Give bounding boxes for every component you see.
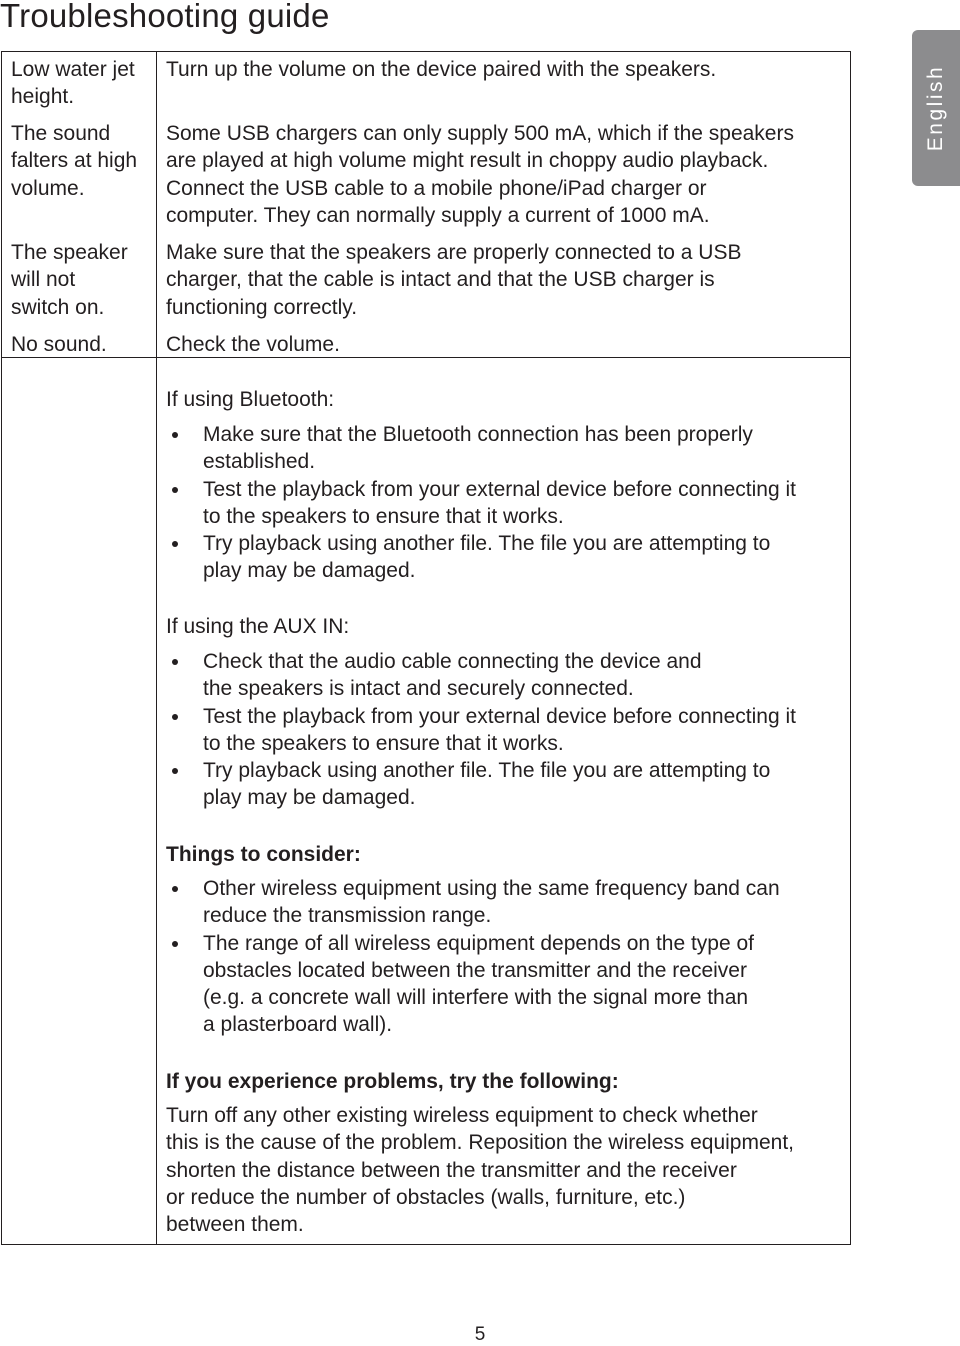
page-number: 5 xyxy=(474,1324,486,1345)
list-item-line: to the speakers to ensure that it works. xyxy=(203,504,564,528)
problem-cell xyxy=(11,56,135,111)
list-item-line: the speakers is intact and securely connected. xyxy=(203,677,634,701)
list-item-line: Make sure that the Bluetooth connection has been properly xyxy=(203,423,753,446)
list-item-line: The range of all wireless equipment depends on the type of xyxy=(203,931,755,955)
solution-line: functioning correctly. xyxy=(166,295,358,319)
considerations-heading: Things to consider: xyxy=(166,843,361,866)
paragraph-line: shorten the distance between the transmitter and the receiver xyxy=(166,1158,737,1182)
solution-line: charger, that the cable is intact and that the USB charger is xyxy=(166,268,715,292)
problem-line: No sound. xyxy=(11,333,107,356)
problem-line: The sound xyxy=(11,122,111,145)
problem-line: The speaker xyxy=(11,241,128,264)
list-item-line: a plasterboard wall). xyxy=(203,1013,393,1037)
problem-line: volume. xyxy=(11,176,85,200)
aux-list xyxy=(166,648,796,812)
problem-cell xyxy=(11,239,128,321)
list-item xyxy=(166,530,796,585)
list-item xyxy=(166,648,796,703)
list-item xyxy=(166,476,796,531)
list-item xyxy=(166,930,780,1039)
problem-line: height. xyxy=(11,85,75,109)
list-item-line: play may be damaged. xyxy=(203,559,416,583)
considerations-list xyxy=(166,875,780,1039)
problem-cell xyxy=(11,120,137,202)
solution-line: Turn up the volume on the device paired with the speakers. xyxy=(166,58,717,81)
list-item xyxy=(166,757,796,812)
list-item-line: to the speakers to ensure that it works. xyxy=(203,731,564,755)
list-item-line: Check that the audio cable connecting the device and xyxy=(203,650,702,673)
problems-heading: If you experience problems, try the following: xyxy=(166,1070,619,1093)
row-divider xyxy=(2,357,850,358)
problem-line: will not xyxy=(11,268,76,292)
paragraph-line: or reduce the number of obstacles (walls, furniture, etc.) xyxy=(166,1185,686,1209)
problem-line: falters at high xyxy=(11,149,138,173)
list-item-line: Test the playback from your external device before connecting it xyxy=(203,704,796,728)
problems-paragraph xyxy=(166,1102,794,1238)
solution-cell xyxy=(166,56,716,83)
column-divider xyxy=(156,52,157,1244)
list-item xyxy=(166,875,780,930)
solution-line: Check the volume. xyxy=(166,333,340,356)
problem-line: switch on. xyxy=(11,295,105,319)
list-item xyxy=(166,703,796,758)
language-tab xyxy=(912,30,960,186)
solution-line: are played at high volume might result in choppy audio playback. xyxy=(166,149,769,173)
list-item-line: established. xyxy=(203,450,316,474)
language-tab-label: English xyxy=(924,64,947,152)
solution-line: computer. They can normally supply a current of 1000 mA. xyxy=(166,203,710,227)
list-item-line: (e.g. a concrete wall will interfere with the signal more than xyxy=(203,986,749,1010)
list-item-line: play may be damaged. xyxy=(203,786,416,810)
paragraph-line: between them. xyxy=(166,1213,304,1237)
solution-cell xyxy=(166,331,340,358)
list-item-line: Try playback using another file. The file you are attempting to xyxy=(203,532,771,556)
list-item-line: Try playback using another file. The file you are attempting to xyxy=(203,759,771,783)
problem-cell xyxy=(11,331,107,358)
list-item-line: Other wireless equipment using the same frequency band can xyxy=(203,877,780,900)
aux-heading: If using the AUX IN: xyxy=(166,615,350,638)
bluetooth-heading: If using Bluetooth: xyxy=(166,388,335,411)
list-item xyxy=(166,421,796,476)
page-title: Troubleshooting guide xyxy=(0,0,330,34)
paragraph-line: this is the cause of the problem. Reposition the wireless equipment, xyxy=(166,1131,795,1155)
problem-line: Low water jet xyxy=(11,58,135,81)
solution-line: Some USB chargers can only supply 500 mA, which if the speakers xyxy=(166,122,794,145)
list-item-line: Test the playback from your external device before connecting it xyxy=(203,477,796,501)
paragraph-line: Turn off any other existing wireless equipment to check whether xyxy=(166,1104,758,1127)
solution-line: Connect the USB cable to a mobile phone/iPad charger or xyxy=(166,176,707,200)
solution-cell xyxy=(166,120,794,229)
solution-line: Make sure that the speakers are properly connected to a USB xyxy=(166,241,742,264)
solution-cell xyxy=(166,239,741,321)
list-item-line: obstacles located between the transmitter and the receiver xyxy=(203,958,747,982)
bluetooth-list xyxy=(166,421,796,585)
list-item-line: reduce the transmission range. xyxy=(203,904,492,928)
